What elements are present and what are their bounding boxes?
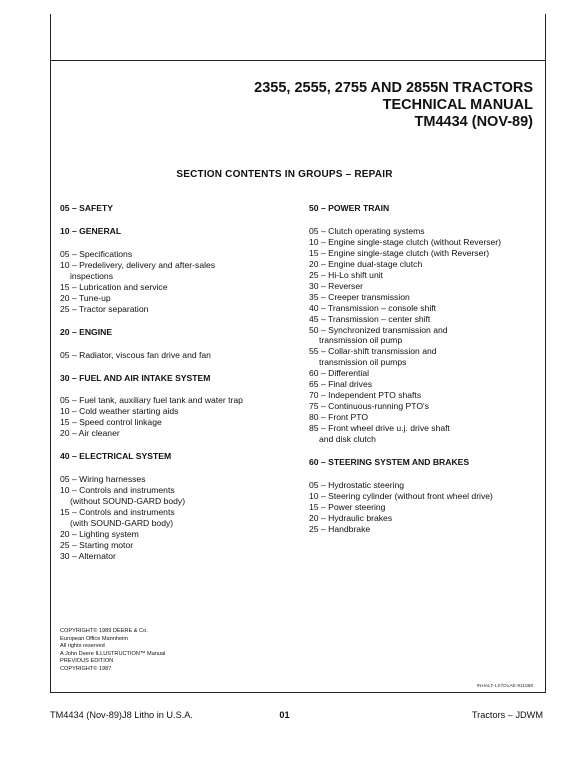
page-number: 01 (279, 710, 290, 720)
copyright-line: COPYRIGHT© 1989 DEERE & Co. (60, 628, 148, 634)
group-item-continuation: (without SOUND-GARD body) (70, 496, 186, 507)
group-item: 05 – Hydrostatic steering (309, 479, 405, 490)
footer-right: Tractors – JDWM (471, 710, 543, 720)
copyright-block (60, 628, 165, 674)
group-item: 20 – Air cleaner (60, 428, 120, 439)
group-item: 10 – Controls and instruments (60, 485, 175, 496)
group (60, 451, 300, 562)
left-column (60, 203, 300, 574)
group-item: 25 – Starting motor (60, 539, 134, 550)
group-item: 60 – Differential (309, 368, 370, 379)
group-item: 85 – Front wheel drive u.j. drive shaft (309, 423, 450, 434)
group-item-continuation: and disk clutch (319, 434, 376, 445)
group-item: 35 – Creeper transmission (309, 291, 410, 302)
group-heading: 30 – FUEL AND AIR INTAKE SYSTEM (60, 372, 211, 383)
group (60, 203, 300, 214)
group-item: 05 – Specifications (60, 248, 133, 259)
group-heading: 50 – POWER TRAIN (309, 203, 390, 213)
group-item: 45 – Transmission – center shift (309, 313, 431, 324)
copyright-line: PREVIOUS EDITION (60, 658, 114, 665)
group-item: 40 – Transmission – console shift (309, 302, 437, 313)
group (309, 203, 539, 445)
manual-title (254, 80, 533, 131)
group-item-continuation: transmission oil pumps (319, 357, 407, 368)
group-item: 70 – Independent PTO shafts (309, 390, 422, 401)
group (309, 457, 539, 535)
group-item: 20 – Hydraulic brakes (309, 512, 393, 523)
group (60, 226, 300, 315)
footer-left: TM4434 (Nov-89)J8 Litho in U.S.A. (50, 710, 193, 720)
group-item: 55 – Collar-shift transmission and (309, 346, 437, 357)
group-item: 15 – Lubrication and service (60, 281, 168, 292)
group-item: 20 – Engine dual-stage clutch (309, 258, 423, 269)
group-item: 10 – Steering cylinder (without front wheel drive) (309, 490, 493, 501)
group-item: 10 – Cold weather starting aids (60, 406, 179, 417)
section-subtitle: SECTION CONTENTS IN GROUPS – REPAIR (176, 169, 393, 180)
group-item-continuation: transmission oil pump (319, 335, 403, 346)
group-item: 65 – Final drives (309, 379, 373, 390)
group-item-continuation: inspections (70, 270, 113, 281)
group (60, 327, 300, 361)
group-item: 15 – Speed control linkage (60, 417, 162, 428)
title-line: TM4434 (NOV-89) (414, 114, 533, 130)
group-item: 20 – Lighting system (60, 529, 139, 540)
copyright-line: European Office Mannheim (60, 635, 128, 642)
copyright-line: All rights reserved (60, 643, 105, 650)
group-item: 10 – Predelivery, delivery and after-sales (60, 259, 216, 270)
group-item: 10 – Engine single-stage clutch (without Reverser) (309, 236, 502, 247)
group-item: 20 – Tune-up (60, 292, 111, 303)
group-item: 75 – Continuous-running PTO's (309, 401, 429, 412)
group-item: 05 – Clutch operating systems (309, 225, 425, 236)
group-item: 30 – Alternator (60, 550, 116, 561)
document-code: INHALT-LS7D1AE-911088 (476, 684, 533, 689)
group-item-continuation: (with SOUND-GARD body) (70, 518, 174, 529)
group-heading: 05 – SAFETY (60, 203, 114, 213)
group-heading: 40 – ELECTRICAL SYSTEM (60, 451, 172, 462)
group-item: 05 – Fuel tank, auxiliary fuel tank and water trap (60, 395, 243, 406)
group-item: 80 – Front PTO (309, 412, 369, 423)
copyright-line: COPYRIGHT© 1987 (60, 665, 112, 672)
right-column (309, 203, 539, 547)
group-item: 25 – Tractor separation (60, 303, 149, 314)
header-frame (50, 14, 546, 61)
group-item: 25 – Hi-Lo shift unit (309, 269, 384, 280)
group-item: 15 – Power steering (309, 501, 386, 512)
group-heading: 60 – STEERING SYSTEM AND BRAKES (309, 457, 470, 468)
title-line: 2355, 2555, 2755 AND 2855N TRACTORS (254, 80, 533, 96)
group-item: 15 – Controls and instruments (60, 507, 175, 518)
group-item: 50 – Synchronized transmission and (309, 324, 448, 335)
group-item: 15 – Engine single-stage clutch (with Reverser) (309, 247, 490, 258)
group-item: 05 – Radiator, viscous fan drive and fan (60, 349, 211, 360)
group-heading: 20 – ENGINE (60, 326, 113, 337)
title-line: TECHNICAL MANUAL (382, 97, 533, 113)
group (60, 373, 300, 440)
copyright-line: A John Deere ILLUSTRUCTION™ Manual (60, 650, 166, 657)
group-item: 30 – Reverser (309, 280, 363, 291)
group-item: 25 – Handbrake (309, 523, 371, 534)
group-heading: 10 – GENERAL (60, 225, 122, 236)
group-item: 05 – Wiring harnesses (60, 474, 146, 485)
